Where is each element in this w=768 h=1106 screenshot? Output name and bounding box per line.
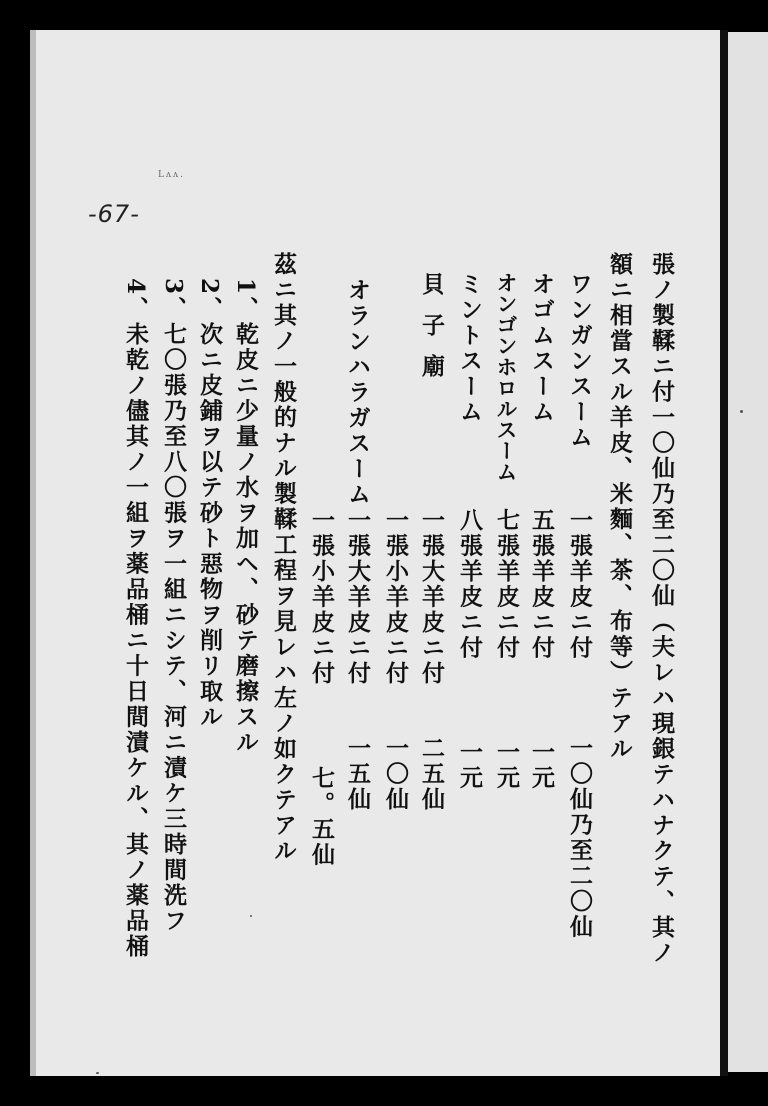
scan-speck <box>250 915 252 917</box>
step-text: 1、乾皮ニ少量ノ水ヲ加ヘ、砂テ磨擦スル <box>232 278 259 756</box>
process-step-1 <box>232 278 258 756</box>
price-unit-beizimiao-large <box>418 508 444 687</box>
price-unit: 五張羊皮ニ付 <box>528 508 555 661</box>
price-unit: 一張小羊皮ニ付 <box>382 508 409 687</box>
amount-oranharaga-large <box>344 736 370 813</box>
amount: 一五仙 <box>344 736 371 813</box>
column-text: 額ニ相當スル羊皮、米麵、茶、布等）テアル <box>606 252 633 762</box>
book-gutter <box>720 30 728 1076</box>
place-name-oranharaga <box>344 278 370 508</box>
amount: 一元 <box>493 740 520 791</box>
amount-ogom <box>528 740 554 791</box>
text-column-process-intro <box>270 252 296 864</box>
place-name: 貝子廟 <box>418 272 445 395</box>
amount-beizimiao-large <box>418 736 444 813</box>
step-text: 3、七〇張乃至八〇張ヲ一組ニシテ、河ニ漬ケ三時間洗フ <box>160 278 187 935</box>
step-text: 2、次ニ皮鋪ヲ以テ砂ト惡物ヲ削リ取ル <box>196 278 223 731</box>
place-name: ミントスーム <box>456 272 483 425</box>
amount-beizimiao-small <box>382 736 408 813</box>
scan-speck <box>96 1072 99 1074</box>
amount: 一〇仙 <box>382 736 409 813</box>
amount: 一元 <box>528 740 555 791</box>
amount-mint <box>456 740 482 791</box>
amount: 七。五仙 <box>308 766 335 868</box>
place-name-mint <box>456 272 482 425</box>
amount: 二五仙 <box>418 736 445 813</box>
place-name: オランハラガスーム <box>344 278 371 508</box>
price-unit-beizimiao-small <box>382 508 408 687</box>
price-unit-wangan <box>566 508 592 661</box>
price-unit-mint <box>456 508 482 661</box>
price-unit: 一張小羊皮ニ付 <box>308 508 335 687</box>
price-unit-oranharaga-large <box>344 508 370 687</box>
column-text: 茲ニ其ノ一般的ナル製鞣工程ヲ見レハ左ノ如クテアル <box>270 252 297 864</box>
library-stamp: Lᴧᴧ. <box>158 170 186 180</box>
place-name-ongon <box>493 272 519 482</box>
place-name: オンゴンホロルスーム <box>494 272 519 482</box>
page-number: -67- <box>88 200 140 228</box>
price-unit-ogom <box>528 508 554 661</box>
place-name-wangan <box>566 272 592 451</box>
process-step-4 <box>122 278 148 960</box>
scan-speck <box>740 410 743 413</box>
amount-oranharaga-small <box>308 766 334 868</box>
price-unit: 八張羊皮ニ付 <box>456 508 483 661</box>
price-unit-oranharaga-small <box>308 508 334 687</box>
place-name: ワンガンスーム <box>566 272 593 451</box>
place-name-beizimiao <box>418 272 444 395</box>
step-text: 4、未乾ノ儘其ノ一組ヲ薬品桶ニ十日間漬ケル、其ノ薬品桶 <box>122 278 149 960</box>
place-name-ogom <box>528 272 554 425</box>
price-unit: 一張羊皮ニ付 <box>566 508 593 661</box>
column-text: 張ノ製鞣ニ付一〇仙乃至二〇仙（夫レハ現銀テハナクテ、其ノ <box>648 252 675 966</box>
text-column-2 <box>606 252 632 762</box>
place-name: オゴムスーム <box>528 272 555 425</box>
process-step-2 <box>196 278 222 730</box>
price-unit: 七張羊皮ニ付 <box>493 508 520 661</box>
amount: 一元 <box>456 740 483 791</box>
facing-page-edge <box>728 32 768 1072</box>
amount-wangan <box>566 736 592 940</box>
amount-ongon <box>493 740 519 791</box>
price-unit-ongon <box>493 508 519 661</box>
process-step-3 <box>160 278 186 934</box>
text-column-1 <box>648 252 674 966</box>
amount: 一〇仙乃至二〇仙 <box>566 736 593 940</box>
price-unit: 一張大羊皮ニ付 <box>344 508 371 687</box>
price-unit: 一張大羊皮ニ付 <box>418 508 445 687</box>
